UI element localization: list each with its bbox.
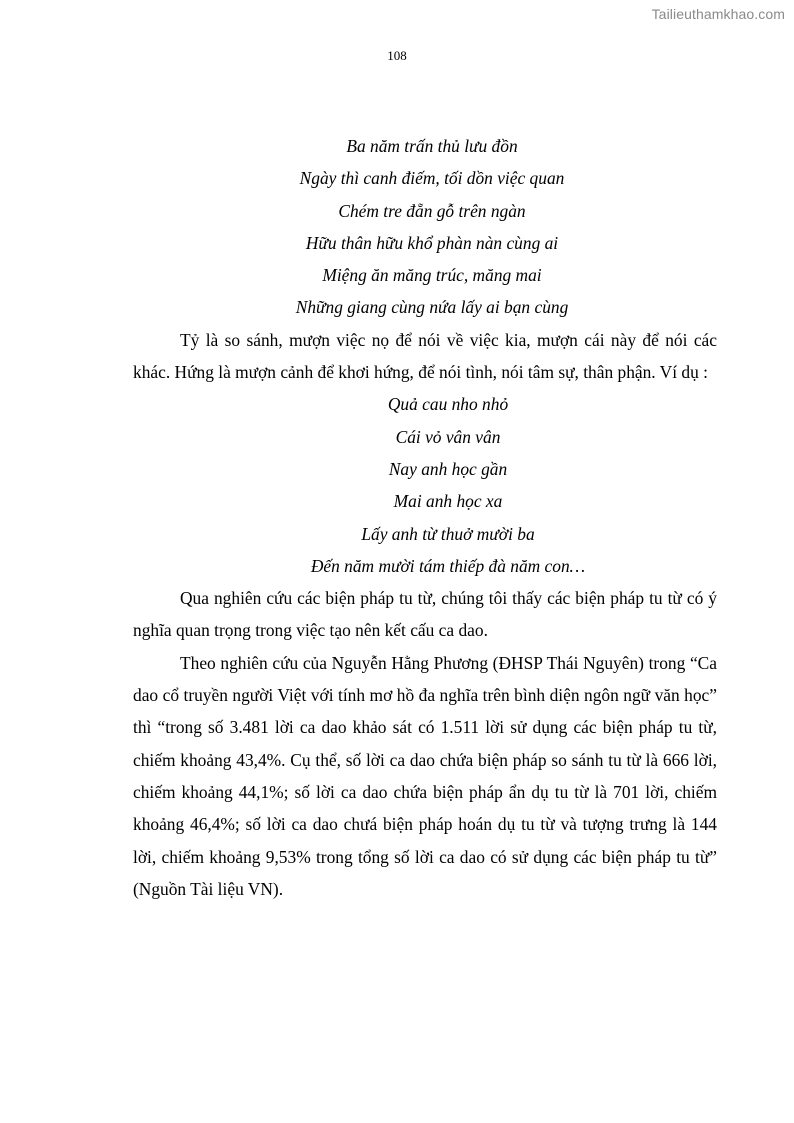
verse-block-1 [133, 130, 717, 324]
paragraph-research-summary: Qua nghiên cứu các biện pháp tu từ, chúng tôi thấy các biện pháp tu từ có ý nghĩa quan trọng trong việc tạo nên kết cấu ca dao. [133, 588, 717, 641]
verse-line: Ngày thì canh điếm, tối dồn việc quan [299, 168, 565, 189]
watermark: Tailieuthamkhao.com [651, 6, 785, 22]
verse-line: Chém tre đẵn gỗ trên ngàn [338, 200, 526, 221]
verse-line: Đến năm mười tám thiếp đà năm con… [310, 555, 586, 576]
verse-line: Quả cau nho nhỏ [387, 394, 509, 415]
verse-line: Mai anh học xa [393, 491, 503, 512]
verse-line: Những giang cùng nứa lấy ai bạn cùng [295, 297, 569, 318]
verse-line: Lấy anh từ thuở mười ba [361, 523, 535, 544]
paragraph-research-statistics: Theo nghiên cứu của Nguyễn Hằng Phương (ĐHSP Thái Nguyên) trong “Ca dao cổ truyền người Việt với tính mơ hồ đa nghĩa trên bình diện ngôn ngữ văn học” thì “trong số 3.481 lời ca dao khảo sát có 1.511 lời sử dụng các biện pháp tu từ, chiếm khoảng 43,4%. Cụ thể, số lời ca dao chứa biện pháp so sánh tu từ là 666 lời, chiếm khoảng 44,1%; số lời ca dao chứa biện pháp ẩn dụ tu từ là 701 lời, chiếm khoảng 46,4%; số lời ca dao chưá biện pháp hoán dụ tu từ và tượng trưng là 144 lời, chiếm khoảng 9,53% trong tổng số lời ca dao có sử dụng các biện pháp tu từ” (Nguồn Tài liệu VN). [133, 652, 717, 899]
verse-line: Miệng ăn măng trúc, măng mai [322, 265, 542, 286]
verse-line: Ba năm trấn thủ lưu đồn [346, 136, 518, 156]
page-number: 108 [387, 48, 407, 63]
paragraph-comparison-definition: Tỷ là so sánh, mượn việc nọ để nói về việc kia, mượn cái này để nói các khác. Hứng là mượn cảnh để khơi hứng, để nói tình, nói tâm sự, thân phận. Ví dụ : [133, 329, 717, 383]
verse-line: Cái vỏ vân vân [395, 426, 501, 447]
document-body [133, 130, 717, 905]
verse-block-2 [133, 388, 717, 582]
verse-line: Hữu thân hữu khổ phàn nàn cùng ai [305, 232, 559, 253]
verse-line: Nay anh học gần [388, 458, 508, 479]
